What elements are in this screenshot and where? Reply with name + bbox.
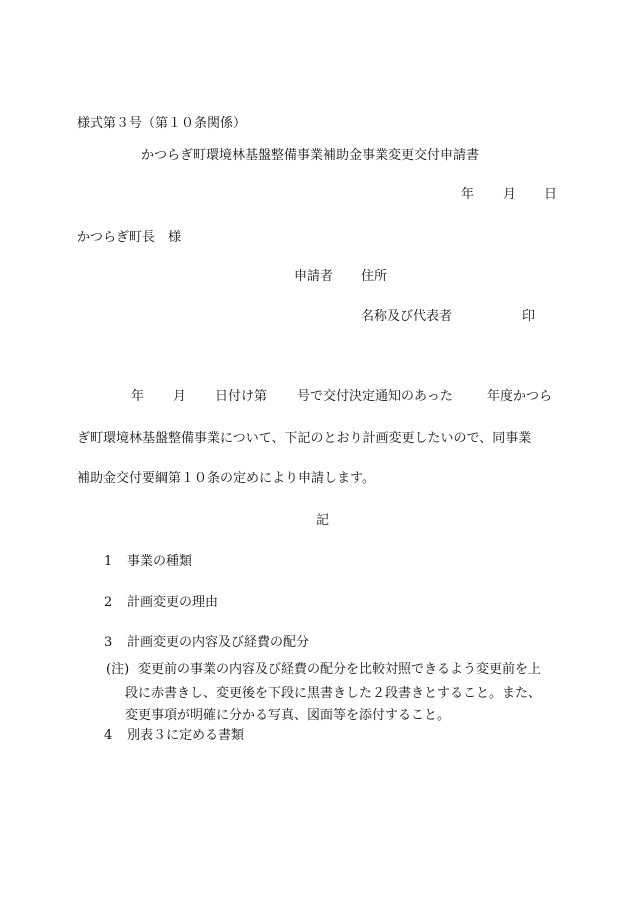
date-year-label: 年 — [461, 187, 475, 202]
note-line-1: 変更前の事業の内容及び経費の配分を比較対照できるよう変更前を上 — [138, 662, 542, 677]
body-line-3: 補助金交付要綱第１０条の定めにより申請します。 — [77, 471, 375, 486]
item-2-number: 2 — [104, 595, 113, 610]
date-day-label: 日 — [544, 187, 558, 202]
note-label: (注) — [106, 662, 130, 677]
applicant-label: 申請者 — [294, 269, 334, 284]
item-3-text: 計画変更の内容及び経費の配分 — [127, 635, 310, 650]
address-label: 住所 — [361, 269, 388, 284]
body-fiscal-year: 年度かつら — [487, 389, 553, 404]
item-2-text: 計画変更の理由 — [127, 595, 219, 610]
item-1-number: 1 — [104, 554, 113, 569]
body-year: 年 — [131, 389, 145, 404]
body-month: 月 — [173, 389, 187, 404]
body-decision-notice: 号で交付決定通知のあった — [297, 389, 453, 404]
body-line-2: ぎ町環境林基盤整備事業について、下記のとおり計画変更したいので、同事業 — [77, 431, 532, 446]
document-title: かつらぎ町環境林基盤整備事業補助金事業変更交付申請書 — [141, 148, 480, 163]
item-4-number: 4 — [104, 728, 113, 743]
item-4-text: 別表３に定める書類 — [127, 728, 245, 743]
note-line-3: 変更事項が明確に分かる写真、図面等を添付すること。 — [125, 708, 451, 723]
form-number: 様式第３号（第１０条関係） — [77, 116, 247, 131]
addressee: かつらぎ町長 様 — [77, 230, 182, 245]
item-1-text: 事業の種類 — [127, 554, 193, 569]
seal-mark: 印 — [522, 309, 536, 324]
name-representative-label: 名称及び代表者 — [361, 309, 453, 324]
item-3-number: 3 — [104, 635, 113, 650]
note-line-2: 段に赤書きし、変更後を下段に黒書きした２段書きとすること。また、 — [125, 686, 542, 701]
date-month-label: 月 — [503, 187, 517, 202]
ki-heading: 記 — [316, 513, 330, 528]
body-date-number: 日付け第 — [215, 389, 268, 404]
